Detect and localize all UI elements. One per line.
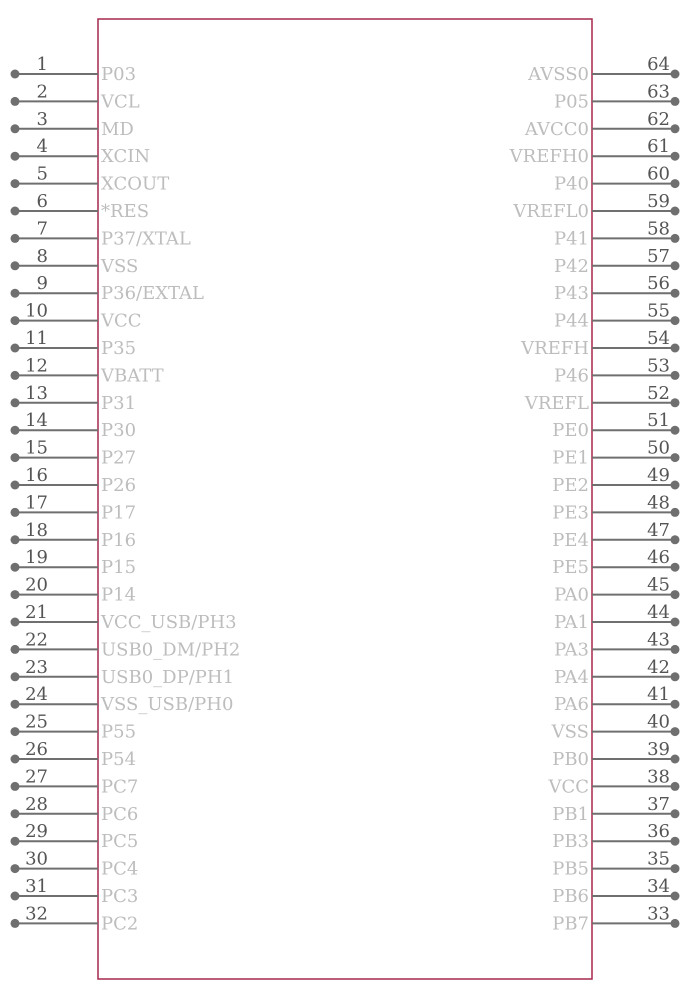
- pin-49: [552, 465, 679, 496]
- pin-name: P26: [101, 475, 137, 496]
- pin-endpoint-dot: [671, 590, 680, 599]
- pin-name: P30: [101, 420, 137, 442]
- pin-name: AVSS0: [528, 64, 589, 85]
- pin-number: 52: [647, 382, 670, 404]
- pin-name: VCC_USB/PH3: [101, 612, 237, 633]
- pin-46: [552, 547, 679, 578]
- left-pin-column: [11, 54, 241, 934]
- pin-number: 30: [25, 848, 48, 870]
- pin-endpoint-dot: [11, 755, 20, 764]
- pin-number: 37: [647, 793, 670, 815]
- pin-37: [552, 794, 679, 825]
- pin-number: 63: [647, 81, 670, 103]
- pin-number: 42: [647, 656, 670, 678]
- pin-name: P27: [101, 447, 137, 469]
- pin-number: 9: [36, 273, 48, 295]
- pin-number: 39: [647, 739, 670, 760]
- pin-endpoint-dot: [671, 782, 680, 791]
- pin-number: 2: [36, 81, 48, 103]
- pin-name: VSS: [551, 721, 589, 743]
- pin-endpoint-dot: [11, 207, 20, 216]
- pin-5: [11, 164, 170, 195]
- pin-3: [11, 109, 134, 140]
- pin-name: VREFL: [524, 392, 589, 414]
- pin-endpoint-dot: [11, 919, 20, 928]
- pin-44: [554, 602, 679, 633]
- pin-endpoint-dot: [671, 535, 680, 544]
- pin-endpoint-dot: [11, 371, 20, 380]
- pin-name: VCC: [101, 310, 142, 332]
- pin-name: XCOUT: [101, 173, 170, 195]
- pin-endpoint-dot: [11, 563, 20, 572]
- pin-62: [524, 109, 680, 140]
- pin-endpoint-dot: [11, 590, 20, 599]
- pin-47: [552, 520, 679, 551]
- pin-endpoint-dot: [671, 398, 680, 407]
- pin-name: P54: [101, 749, 137, 770]
- pin-name: P43: [553, 283, 589, 305]
- pin-name: PB1: [552, 803, 589, 825]
- pin-number: 61: [647, 136, 670, 158]
- pin-name: VCC: [548, 776, 589, 798]
- pin-endpoint-dot: [671, 124, 680, 133]
- pin-name: USB0_DM/PH2: [101, 639, 241, 661]
- pin-endpoint-dot: [11, 179, 20, 188]
- pin-name: VSS: [101, 255, 139, 277]
- pin-name: PA3: [554, 639, 589, 661]
- pin-name: VBATT: [101, 365, 164, 387]
- pin-number: 3: [36, 108, 48, 130]
- pin-number: 1: [36, 54, 48, 75]
- pin-name: PE1: [552, 447, 589, 469]
- pin-endpoint-dot: [671, 755, 680, 764]
- pin-endpoint-dot: [671, 289, 680, 298]
- pin-22: [11, 629, 241, 660]
- pin-name: VREFH0: [509, 146, 589, 168]
- pin-number: 51: [647, 410, 670, 432]
- pin-13: [11, 383, 137, 414]
- pin-number: 20: [25, 574, 48, 596]
- pin-name: VREFL0: [513, 201, 589, 222]
- pin-number: 15: [25, 437, 48, 459]
- pin-number: 50: [647, 437, 670, 459]
- pin-57: [554, 246, 680, 277]
- pin-30: [11, 849, 139, 880]
- pin-14: [11, 410, 137, 441]
- pin-33: [552, 903, 679, 934]
- pin-number: 47: [647, 519, 670, 541]
- pin-endpoint-dot: [671, 179, 680, 188]
- pin-number: 23: [25, 656, 48, 678]
- pin-name: PC3: [101, 886, 139, 907]
- pin-endpoint-dot: [671, 97, 680, 106]
- pin-52: [524, 383, 680, 414]
- pin-name: MD: [101, 118, 134, 140]
- pin-name: PE4: [552, 529, 589, 551]
- pin-name: PC6: [101, 803, 139, 825]
- pin-number: 29: [25, 821, 48, 843]
- pin-36: [552, 821, 679, 852]
- pin-number: 17: [25, 492, 48, 514]
- pin-name: PC4: [101, 858, 139, 880]
- pin-4: [11, 136, 151, 167]
- pin-endpoint-dot: [11, 645, 20, 654]
- pin-endpoint-dot: [11, 809, 20, 818]
- pin-number: 13: [25, 382, 48, 404]
- pin-name: PB3: [552, 831, 589, 853]
- pin-58: [554, 218, 680, 249]
- pin-number: 41: [647, 684, 670, 706]
- pin-number: 53: [647, 355, 670, 377]
- pin-endpoint-dot: [11, 316, 20, 325]
- pin-name: P42: [553, 255, 589, 277]
- pin-56: [554, 273, 680, 304]
- pin-55: [554, 301, 680, 332]
- pin-endpoint-dot: [11, 344, 20, 353]
- pin-name: P35: [101, 338, 137, 359]
- pin-number: 7: [36, 218, 48, 240]
- pin-endpoint-dot: [671, 508, 680, 517]
- pin-number: 56: [647, 273, 670, 295]
- pin-endpoint-dot: [671, 892, 680, 901]
- pin-number: 35: [647, 848, 670, 870]
- pin-endpoint-dot: [671, 453, 680, 462]
- pin-number: 8: [36, 245, 48, 267]
- pin-name: PB7: [552, 913, 589, 935]
- pin-endpoint-dot: [671, 481, 680, 490]
- pin-61: [509, 136, 680, 167]
- pin-29: [11, 821, 139, 852]
- pin-18: [11, 520, 137, 551]
- pin-name: PE3: [552, 502, 589, 524]
- pin-endpoint-dot: [11, 261, 20, 270]
- pin-endpoint-dot: [671, 344, 680, 353]
- pin-endpoint-dot: [11, 535, 20, 544]
- pin-name: P44: [553, 310, 589, 332]
- pin-60: [554, 164, 680, 195]
- pin-endpoint-dot: [671, 700, 680, 709]
- pin-name: PE0: [552, 420, 589, 442]
- pin-name: P14: [101, 584, 137, 606]
- pin-number: 55: [647, 300, 670, 322]
- pin-10: [11, 301, 142, 332]
- pin-number: 14: [25, 410, 48, 432]
- pin-number: 57: [647, 245, 670, 267]
- pin-name: P40: [553, 173, 589, 195]
- pin-number: 54: [647, 328, 670, 349]
- pin-25: [11, 712, 137, 743]
- pin-8: [11, 246, 139, 277]
- pin-number: 32: [25, 903, 48, 925]
- pin-endpoint-dot: [11, 152, 20, 161]
- pin-number: 58: [647, 218, 670, 240]
- pin-name: VCL: [101, 91, 140, 113]
- pin-endpoint-dot: [671, 645, 680, 654]
- pin-32: [11, 903, 139, 934]
- pin-51: [552, 410, 679, 441]
- pin-name: VREFH: [521, 338, 589, 359]
- pin-name: PA6: [554, 694, 589, 716]
- pin-endpoint-dot: [11, 426, 20, 435]
- pin-endpoint-dot: [671, 371, 680, 380]
- pin-name: PA4: [554, 666, 589, 688]
- pin-12: [11, 355, 164, 386]
- pin-endpoint-dot: [671, 70, 680, 79]
- pin-1: [11, 54, 137, 85]
- pin-name: PA0: [554, 584, 589, 606]
- pin-name: P37/XTAL: [101, 228, 191, 250]
- pin-20: [11, 575, 137, 606]
- pin-number: 43: [647, 629, 670, 651]
- pin-number: 21: [25, 602, 48, 623]
- pin-23: [11, 657, 235, 688]
- pin-number: 59: [647, 191, 670, 212]
- pin-number: 40: [647, 711, 670, 733]
- pin-number: 18: [25, 519, 48, 541]
- pin-name: PB5: [552, 858, 589, 880]
- pin-name: PA1: [554, 612, 589, 633]
- pin-number: 22: [25, 629, 48, 651]
- pin-endpoint-dot: [11, 481, 20, 490]
- pin-24: [11, 684, 234, 715]
- pin-endpoint-dot: [11, 837, 20, 846]
- pin-number: 34: [647, 876, 670, 897]
- pin-endpoint-dot: [671, 618, 680, 627]
- pin-number: 4: [36, 136, 48, 158]
- pin-number: 49: [647, 465, 670, 486]
- pin-number: 16: [25, 465, 48, 486]
- pin-endpoint-dot: [11, 234, 20, 243]
- pin-name: P17: [101, 502, 137, 524]
- pin-endpoint-dot: [11, 892, 20, 901]
- pin-38: [547, 766, 679, 797]
- pin-endpoint-dot: [11, 672, 20, 681]
- pin-name: P31: [101, 392, 137, 414]
- pin-name: PC5: [101, 831, 139, 853]
- pin-name: PC7: [101, 776, 139, 798]
- pin-name: P41: [553, 228, 589, 250]
- pin-31: [11, 876, 139, 907]
- pin-endpoint-dot: [671, 809, 680, 818]
- pin-number: 31: [25, 876, 48, 897]
- pin-name: PC2: [101, 913, 139, 935]
- pin-41: [554, 684, 679, 715]
- pin-endpoint-dot: [11, 70, 20, 79]
- pin-11: [11, 328, 137, 359]
- pin-number: 46: [647, 547, 670, 569]
- pin-number: 33: [647, 903, 670, 925]
- pin-endpoint-dot: [671, 563, 680, 572]
- pin-endpoint-dot: [671, 919, 680, 928]
- pin-number: 25: [25, 711, 48, 733]
- pin-16: [11, 465, 137, 496]
- pin-63: [554, 81, 680, 112]
- pin-endpoint-dot: [11, 864, 20, 873]
- pin-43: [554, 629, 679, 660]
- pin-endpoint-dot: [671, 261, 680, 270]
- pin-endpoint-dot: [11, 618, 20, 627]
- pin-27: [11, 766, 139, 797]
- pin-endpoint-dot: [671, 672, 680, 681]
- pin-name: PB6: [552, 886, 589, 907]
- pin-number: 45: [647, 574, 670, 596]
- pin-endpoint-dot: [671, 426, 680, 435]
- pin-name: AVCC0: [524, 118, 589, 140]
- pin-name: USB0_DP/PH1: [101, 666, 235, 688]
- pin-50: [552, 438, 679, 469]
- pin-endpoint-dot: [671, 864, 680, 873]
- pin-number: 6: [36, 191, 48, 212]
- pin-9: [11, 273, 205, 304]
- pin-number: 48: [647, 492, 670, 514]
- pin-7: [11, 218, 191, 249]
- pin-42: [554, 657, 679, 688]
- pin-number: 60: [647, 163, 670, 185]
- pin-number: 19: [25, 547, 48, 569]
- pin-number: 38: [647, 766, 670, 788]
- pin-21: [11, 602, 237, 633]
- pin-number: 5: [36, 163, 48, 185]
- pin-2: [11, 81, 140, 112]
- pin-6: [11, 191, 150, 222]
- pin-name: P46: [553, 365, 589, 387]
- pin-48: [552, 492, 679, 523]
- pin-name: XCIN: [101, 146, 151, 168]
- pin-number: 24: [25, 684, 48, 706]
- pin-name: P03: [101, 64, 137, 85]
- pin-54: [520, 328, 679, 359]
- pin-number: 12: [25, 355, 48, 377]
- pin-name: P16: [101, 529, 137, 551]
- pin-endpoint-dot: [11, 97, 20, 106]
- pin-name: VSS_USB/PH0: [101, 694, 234, 716]
- pin-endpoint-dot: [11, 453, 20, 462]
- pin-34: [552, 876, 679, 907]
- pin-17: [11, 492, 137, 523]
- pin-15: [11, 438, 137, 469]
- pin-number: 64: [647, 54, 670, 75]
- pin-name: P15: [101, 557, 137, 579]
- pin-name: PE2: [552, 475, 589, 496]
- pin-name: PB0: [552, 749, 589, 770]
- pin-number: 36: [647, 821, 670, 843]
- pin-number: 44: [647, 602, 670, 623]
- pin-53: [554, 355, 680, 386]
- pin-endpoint-dot: [671, 234, 680, 243]
- pin-name: *RES: [101, 201, 150, 222]
- pin-number: 28: [25, 793, 48, 815]
- pin-40: [551, 712, 680, 743]
- pin-26: [11, 739, 137, 770]
- pin-name: P05: [553, 91, 589, 113]
- pin-45: [554, 575, 679, 606]
- pin-endpoint-dot: [11, 398, 20, 407]
- pin-endpoint-dot: [671, 207, 680, 216]
- pin-number: 11: [25, 328, 48, 349]
- right-pin-column: [509, 54, 680, 934]
- pin-endpoint-dot: [671, 837, 680, 846]
- pin-endpoint-dot: [11, 727, 20, 736]
- pin-19: [11, 547, 137, 578]
- pin-endpoint-dot: [11, 508, 20, 517]
- pin-39: [552, 739, 679, 770]
- pin-64: [527, 54, 679, 85]
- pin-endpoint-dot: [11, 124, 20, 133]
- pin-name: P55: [101, 721, 137, 743]
- pin-name: P36/EXTAL: [101, 283, 205, 305]
- pin-endpoint-dot: [11, 700, 20, 709]
- pin-number: 62: [647, 108, 670, 130]
- pin-endpoint-dot: [671, 316, 680, 325]
- pin-endpoint-dot: [671, 152, 680, 161]
- pin-endpoint-dot: [11, 782, 20, 791]
- pin-59: [512, 191, 679, 222]
- pin-number: 10: [25, 300, 48, 322]
- pin-name: PE5: [552, 557, 589, 579]
- pin-endpoint-dot: [671, 727, 680, 736]
- pin-number: 26: [25, 739, 48, 760]
- pin-number: 27: [25, 766, 48, 788]
- pin-endpoint-dot: [11, 289, 20, 298]
- pin-28: [11, 794, 139, 825]
- pin-35: [552, 849, 679, 880]
